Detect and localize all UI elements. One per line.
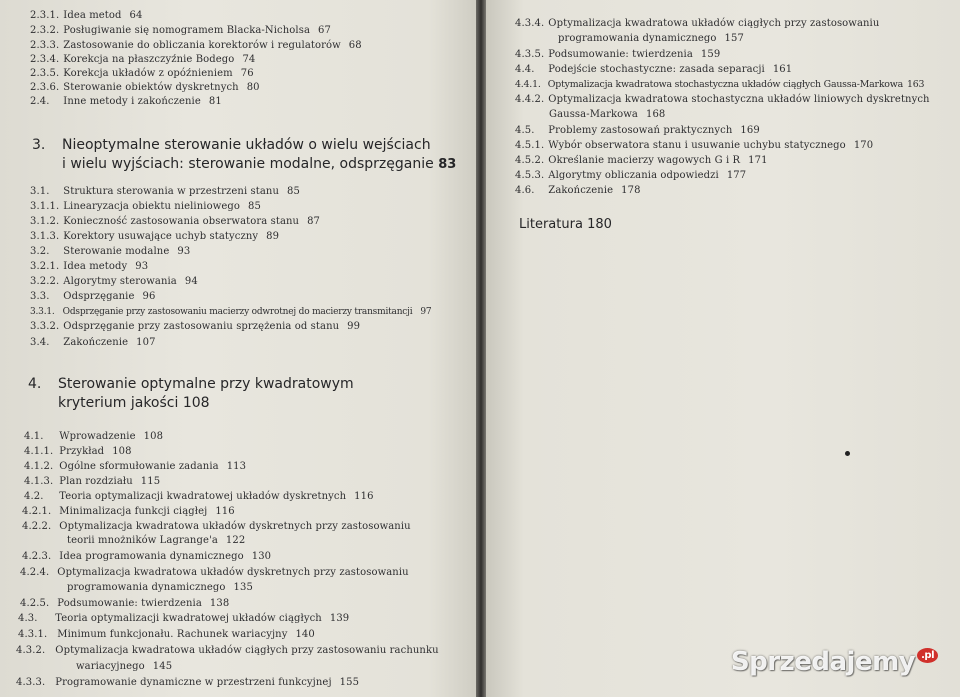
toc-entry: 4.1.2. Ogólne sformułowanie zadania 113: [24, 461, 247, 472]
toc-entry: 4.1.1. Przykład 108: [24, 446, 132, 457]
chapter-heading: 4. Sterowanie optymalne przy kwadratowym: [28, 376, 354, 392]
toc-entry-continuation: wariacyjnego 145: [76, 661, 173, 672]
toc-entry: 4.2.5. Podsumowanie: twierdzenia 138: [20, 598, 230, 609]
toc-entry-continuation: Gaussa-Markowa 168: [549, 109, 666, 120]
right-page: [486, 0, 960, 697]
toc-entry: 2.3.3. Zastosowanie do obliczania korektorów i regulatorów 68: [30, 40, 362, 51]
toc-entry: 4.1. Wprowadzenie 108: [24, 431, 164, 442]
toc-entry: 4.3.5. Podsumowanie: twierdzenia 159: [515, 49, 721, 60]
toc-entry: 2.3.4. Korekcja na płaszczyźnie Bodego 74: [30, 54, 256, 65]
toc-entry-continuation: programowania dynamicznego 135: [67, 582, 253, 593]
ink-spot: [845, 451, 850, 456]
toc-entry: 4.2.1. Minimalizacja funkcji ciągłej 116: [22, 506, 235, 517]
toc-entry: 3.1. Struktura sterowania w przestrzeni stanu 85: [30, 186, 300, 197]
toc-entry: 4.3.2. Optymalizacja kwadratowa układów ciągłych przy zastosowaniu rachunku: [16, 645, 439, 656]
book-spine-gutter: [476, 0, 486, 697]
toc-entry: 4.5.1. Wybór obserwatora stanu i usuwanie uchybu statycznego 170: [515, 140, 874, 151]
toc-entry: 3.2.2. Algorytmy sterowania 94: [30, 276, 198, 287]
toc-entry: 3.1.2. Konieczność zastosowania obserwatora stanu 87: [30, 216, 321, 227]
toc-entry: 3.1.3. Korektory usuwające uchyb statyczny 89: [30, 231, 280, 242]
toc-entry: 4.3.1. Minimum funkcjonału. Rachunek wariacyjny 140: [18, 629, 315, 640]
chapter-heading-line2: i wielu wyjściach: sterowanie modalne, odsprzęganie 83: [62, 156, 457, 172]
toc-entry: 4.3.4. Optymalizacja kwadratowa układów ciągłych przy zastosowaniu: [515, 18, 880, 29]
toc-entry: 4.1.3. Plan rozdziału 115: [24, 476, 161, 487]
toc-entry: 4.6. Zakończenie 178: [515, 185, 641, 196]
toc-entry: 2.3.1. Idea metod 64: [30, 10, 143, 21]
toc-entry-continuation: teorii mnożników Lagrange'a 122: [67, 535, 246, 546]
literature-entry: Literatura 180: [519, 217, 612, 232]
toc-entry: 3.3. Odsprzęganie 96: [30, 291, 156, 302]
toc-entry: 4.3.3. Programowanie dynamiczne w przestrzeni funkcyjnej 155: [16, 677, 360, 688]
toc-entry: 2.3.5. Korekcja układów z opóźnieniem 76: [30, 68, 254, 79]
toc-entry: 4.2.2. Optymalizacja kwadratowa układów dyskretnych przy zastosowaniu: [22, 521, 411, 532]
toc-entry: 3.1.1. Linearyzacja obiektu nieliniowego 85: [30, 201, 261, 212]
toc-entry: 4.5. Problemy zastosowań praktycznych 169: [515, 125, 760, 136]
chapter-heading-line2: kryterium jakości 108: [58, 395, 210, 411]
toc-entry-continuation: programowania dynamicznego 157: [558, 33, 744, 44]
toc-entry: 4.2.3. Idea programowania dynamicznego 130: [22, 551, 272, 562]
toc-entry: 2.4. Inne metody i zakończenie 81: [30, 96, 222, 107]
toc-entry: 3.2. Sterowanie modalne 93: [30, 246, 191, 257]
toc-entry: 4.3. Teoria optymalizacji kwadratowej układów ciągłych 139: [18, 613, 350, 624]
toc-entry: 3.3.1. Odsprzęganie przy zastosowaniu macierzy odwrotnej do macierzy transmitancji 97: [30, 307, 432, 317]
left-page: [0, 0, 476, 697]
toc-entry: 4.5.3. Algorytmy obliczania odpowiedzi 177: [515, 170, 747, 181]
toc-entry: 4.5.2. Określanie macierzy wagowych G i R 171: [515, 155, 768, 166]
toc-entry: 3.2.1. Idea metody 93: [30, 261, 149, 272]
toc-entry: 4.4.2. Optymalizacja kwadratowa stochastyczna układów liniowych dyskretnych: [515, 94, 930, 105]
toc-entry: 2.3.6. Sterowanie obiektów dyskretnych 80: [30, 82, 260, 93]
toc-entry: 4.2. Teoria optymalizacji kwadratowej układów dyskretnych 116: [24, 491, 374, 502]
toc-entry: 2.3.2. Posługiwanie się nomogramem Blacka-Nicholsa 67: [30, 25, 331, 36]
toc-entry: 4.2.4. Optymalizacja kwadratowa układów dyskretnych przy zastosowaniu: [20, 567, 409, 578]
toc-entry: 4.4.1. Optymalizacja kwadratowa stochastyczna układów ciągłych Gaussa-Markowa 163: [515, 79, 925, 90]
toc-entry: 3.4. Zakończenie 107: [30, 337, 156, 348]
toc-entry: 3.3.2. Odsprzęganie przy zastosowaniu sprzężenia od stanu 99: [30, 321, 361, 332]
chapter-heading: 3. Nieoptymalne sterowanie układów o wielu wejściach: [32, 137, 431, 153]
watermark-logo: Sprzedajemy .pl: [731, 647, 938, 677]
toc-entry: 4.4. Podejście stochastyczne: zasada separacji 161: [515, 64, 793, 75]
